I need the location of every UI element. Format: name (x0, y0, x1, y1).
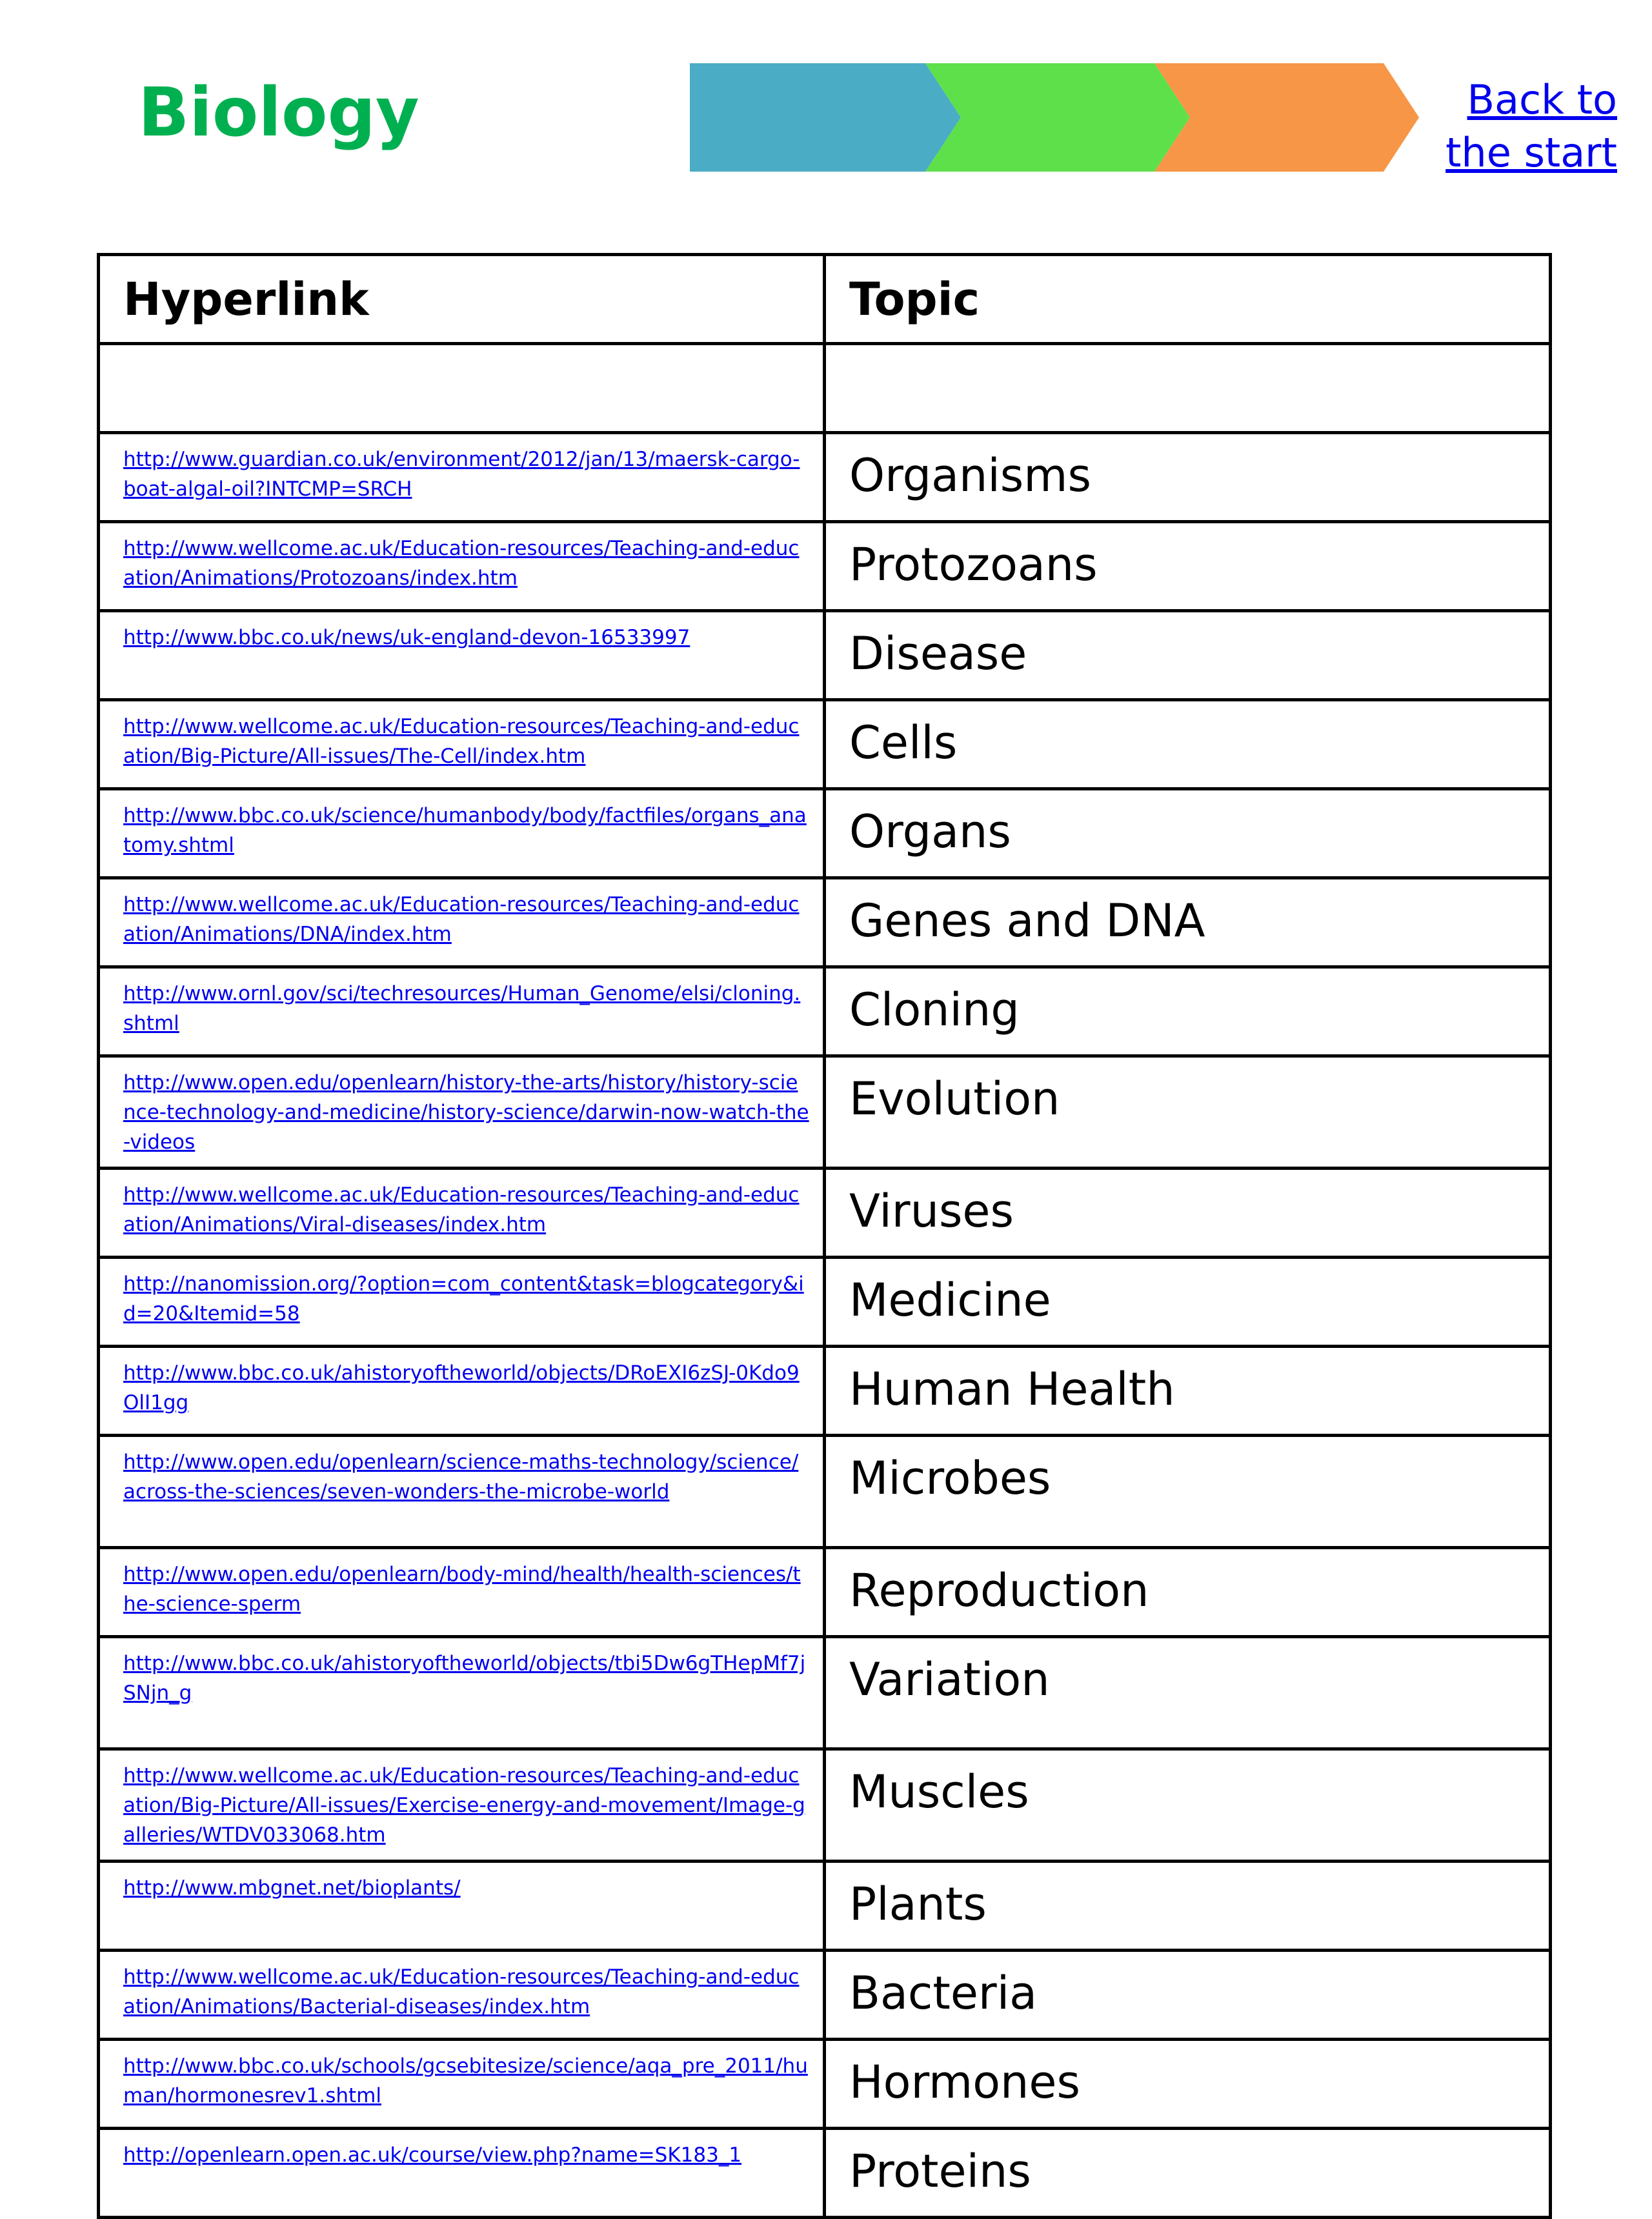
topic-cell: Protozoans (825, 522, 1551, 611)
table-row (99, 1637, 1551, 1749)
resource-link[interactable]: http://openlearn.open.ac.uk/course/view.php?name=SK183_1 (123, 2144, 742, 2167)
topic-cell: Hormones (825, 2040, 1551, 2129)
table-row (99, 1548, 1551, 1637)
topic-cell: Human Health (825, 1347, 1551, 1436)
topic-cell: Organisms (825, 433, 1551, 522)
table-row (99, 967, 1551, 1056)
hyperlink-cell (99, 1548, 825, 1637)
hyperlink-cell (99, 2129, 825, 2218)
resource-link[interactable]: http://www.bbc.co.uk/schools/gcsebitesize/science/aqa_pre_2011/human/hormonesrev1.shtml (123, 2054, 808, 2107)
table-row (99, 611, 1551, 700)
hyperlink-cell (99, 1951, 825, 2040)
topic-cell: Viruses (825, 1169, 1551, 1258)
table-row (99, 1169, 1551, 1258)
topic-cell: Bacteria (825, 1951, 1551, 2040)
topic-cell: Microbes (825, 1436, 1551, 1548)
table-row (99, 2129, 1551, 2218)
hyperlink-cell (99, 1347, 825, 1436)
table-row (99, 1862, 1551, 1951)
back-link-line-2: the start (1446, 129, 1617, 176)
topic-cell: Muscles (825, 1749, 1551, 1862)
resource-link[interactable]: http://www.open.edu/openlearn/history-the-arts/history/history-science-technology-and-medicine/history-science/darwin-now-watch-the-videos (123, 1071, 809, 1154)
table-row (99, 1749, 1551, 1862)
hyperlink-cell (99, 2040, 825, 2129)
hyperlink-cell (99, 1637, 825, 1749)
hyperlink-cell (99, 700, 825, 789)
hyperlink-cell (99, 611, 825, 700)
hyperlink-cell (99, 344, 825, 433)
back-link-line-1: Back to (1467, 76, 1617, 123)
table-row (99, 1436, 1551, 1548)
topic-cell: Genes and DNA (825, 878, 1551, 967)
table-row (99, 344, 1551, 433)
resource-link[interactable]: http://www.bbc.co.uk/science/humanbody/body/factfiles/organs_anatomy.shtml (123, 804, 807, 857)
chevron-step-1 (690, 63, 961, 172)
table-header-row (99, 255, 1551, 344)
resource-link[interactable]: http://www.open.edu/openlearn/body-mind/health/health-sciences/the-science-sperm (123, 1563, 801, 1616)
table-row (99, 700, 1551, 789)
column-header-hyperlink: Hyperlink (99, 255, 825, 344)
resource-link[interactable]: http://www.open.edu/openlearn/science-maths-technology/science/across-the-sciences/seven-wonders-the-microbe-world (123, 1451, 799, 1503)
topic-cell: Cloning (825, 967, 1551, 1056)
hyperlink-cell (99, 1749, 825, 1862)
hyperlink-cell (99, 1056, 825, 1169)
table-row (99, 433, 1551, 522)
topic-cell: Disease (825, 611, 1551, 700)
hyperlink-cell (99, 1862, 825, 1951)
topic-cell: Proteins (825, 2129, 1551, 2218)
table-row (99, 1951, 1551, 2040)
topic-cell: Medicine (825, 1258, 1551, 1347)
resource-link[interactable]: http://www.bbc.co.uk/ahistoryoftheworld/objects/DRoEXI6zSJ-0Kdo9OlI1gg (123, 1361, 800, 1414)
table-row (99, 1347, 1551, 1436)
resource-link[interactable]: http://www.mbgnet.net/bioplants/ (123, 1876, 461, 1900)
topic-cell (825, 344, 1551, 433)
topic-cell: Plants (825, 1862, 1551, 1951)
hyperlink-cell (99, 1436, 825, 1548)
chevron-step-3 (1154, 63, 1419, 172)
resource-link[interactable]: http://www.ornl.gov/sci/techresources/Human_Genome/elsi/cloning.shtml (123, 982, 801, 1035)
hyperlink-topic-table (97, 253, 1552, 2219)
resource-link[interactable]: http://nanomission.org/?option=com_content&task=blogcategory&id=20&Itemid=58 (123, 1272, 804, 1325)
resource-link[interactable]: http://www.wellcome.ac.uk/Education-resources/Teaching-and-education/Animations/Viral-diseases/index.htm (123, 1183, 800, 1236)
table-row (99, 1056, 1551, 1169)
resource-link[interactable]: http://www.wellcome.ac.uk/Education-resources/Teaching-and-education/Big-Picture/All-issues/Exercise-energy-and-movement/Image-galleries/WTDV033068.htm (123, 1764, 805, 1847)
hyperlink-cell (99, 789, 825, 878)
resource-link[interactable]: http://www.wellcome.ac.uk/Education-resources/Teaching-and-education/Animations/Protozoans/index.htm (123, 537, 800, 590)
column-header-topic: Topic (825, 255, 1551, 344)
topic-cell: Evolution (825, 1056, 1551, 1169)
table-row (99, 789, 1551, 878)
resource-link[interactable]: http://www.bbc.co.uk/ahistoryoftheworld/objects/tbi5Dw6gTHepMf7jSNjn_g (123, 1652, 806, 1705)
table-row (99, 2040, 1551, 2129)
hyperlink-cell (99, 878, 825, 967)
table-row (99, 1258, 1551, 1347)
topic-cell: Cells (825, 700, 1551, 789)
topic-cell: Variation (825, 1637, 1551, 1749)
hyperlink-cell (99, 967, 825, 1056)
hyperlink-cell (99, 1169, 825, 1258)
topic-cell: Organs (825, 789, 1551, 878)
hyperlink-cell (99, 522, 825, 611)
back-to-start-link[interactable] (1446, 74, 1617, 179)
chevron-step-2 (925, 63, 1190, 172)
page-title: Biology (138, 73, 419, 152)
hyperlink-cell (99, 1258, 825, 1347)
resource-link[interactable]: http://www.wellcome.ac.uk/Education-resources/Teaching-and-education/Big-Picture/All-issues/The-Cell/index.htm (123, 715, 800, 768)
table-row (99, 878, 1551, 967)
resource-link[interactable]: http://www.wellcome.ac.uk/Education-resources/Teaching-and-education/Animations/Bacterial-diseases/index.htm (123, 1965, 800, 2018)
resource-link[interactable]: http://www.guardian.co.uk/environment/2012/jan/13/maersk-cargo-boat-algal-oil?INTCMP=SRCH (123, 448, 800, 501)
hyperlink-cell (99, 433, 825, 522)
resource-link[interactable]: http://www.wellcome.ac.uk/Education-resources/Teaching-and-education/Animations/DNA/index.htm (123, 893, 800, 946)
table-row (99, 522, 1551, 611)
chevron-progress-graphic (690, 63, 1419, 172)
resource-link[interactable]: http://www.bbc.co.uk/news/uk-england-devon-16533997 (123, 626, 690, 649)
topic-cell: Reproduction (825, 1548, 1551, 1637)
